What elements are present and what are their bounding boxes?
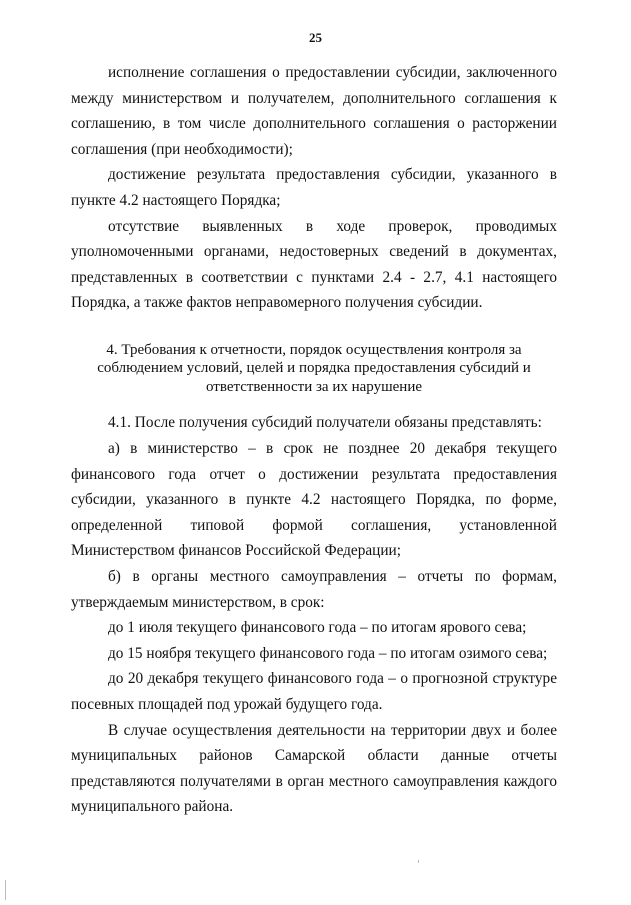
paragraph: отсутствие выявленных в ходе проверок, проводимых уполномоченными органами, недостоверных сведений в документах, представленных в соответствии с пунктами 2.4 - 2.7, 4.1 настоящего Порядка, а также фактов неправомерного получения субсидии. bbox=[71, 217, 557, 312]
section-heading-line: ответственности за их нарушение bbox=[205, 378, 423, 395]
paragraph: б) в органы местного самоуправления – отчеты по формам, утверждаемым министерством, в срок: bbox=[71, 568, 557, 611]
paragraph: 4.1. После получения субсидий получатели обязаны представлять: bbox=[108, 414, 542, 432]
scan-speck bbox=[418, 860, 419, 863]
section-heading-line: 4. Требования к отчетности, порядок осуществления контроля за bbox=[106, 341, 522, 358]
paragraph: а) в министерство – в срок не позднее 20 декабря текущего финансового года отчет о достижении результата предоставления субсидии, указанного в пункте 4.2 настоящего Порядка, по форме, определенной типовой формой соглашения, установленной Министерством финансов Российской Федерации; bbox=[71, 440, 557, 560]
paragraph: исполнение соглашения о предоставлении субсидии, заключенного между министерством и получателем, дополнительного соглашения к соглашению, в том числе дополнительного соглашения о расторжении соглашения (при необходимости); bbox=[71, 64, 557, 158]
document-body bbox=[71, 60, 557, 820]
page-number: 25 bbox=[309, 30, 322, 45]
paragraph: В случае осуществления деятельности на территории двух и более муниципальных районов Самарской области данные отчеты представляются получателями в орган местного самоуправления каждого муниципального района. bbox=[71, 721, 557, 816]
paragraph: до 20 декабря текущего финансового года – о прогнозной структуре посевных площадей под урожай будущего года. bbox=[71, 670, 557, 713]
paragraph: достижение результата предоставления субсидии, указанного в пункте 4.2 настоящего Порядка; bbox=[71, 166, 557, 209]
scan-speck bbox=[5, 880, 6, 900]
section-heading-line: соблюдением условий, целей и порядка предоставления субсидий и bbox=[97, 360, 531, 377]
section-heading bbox=[71, 341, 557, 397]
paragraph: до 15 ноября текущего финансового года – по итогам озимого сева; bbox=[108, 644, 548, 662]
paragraph: до 1 июля текущего финансового года – по итогам ярового сева; bbox=[108, 619, 527, 637]
